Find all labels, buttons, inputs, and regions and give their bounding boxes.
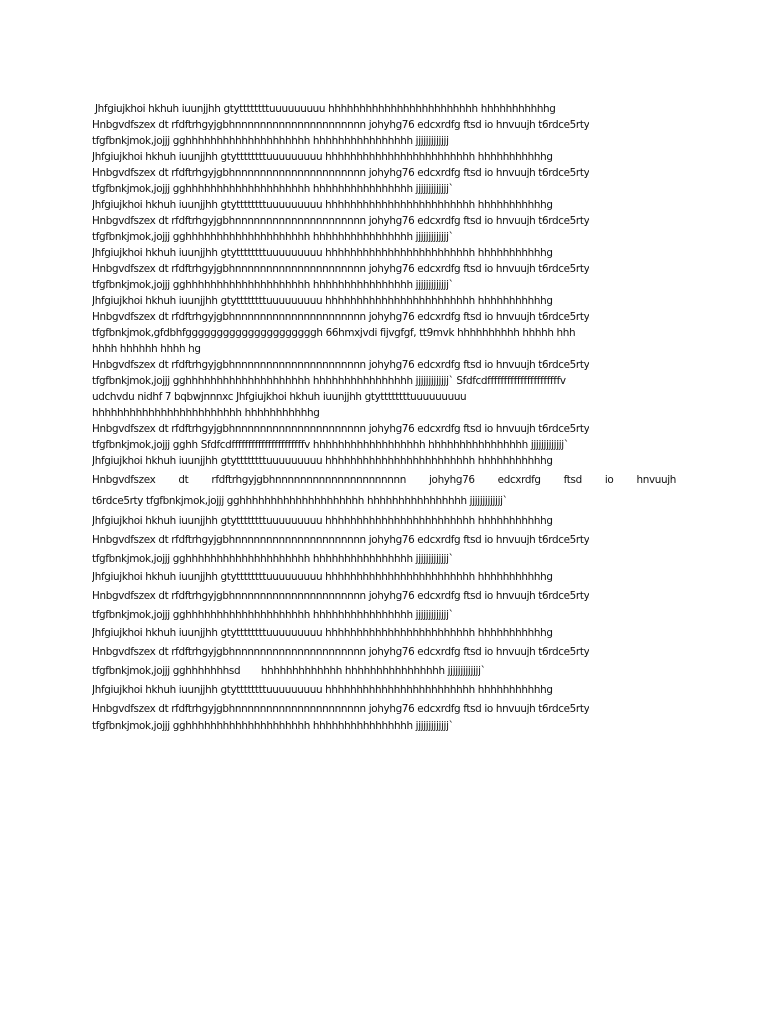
text-line: Hnbgvdfszex dt rfdftrhgyjgbhnnnnnnnnnnnnnnnnnnnnn johyhg76 edcxrdfg ftsd io hnvuujh t6rdce5rty	[92, 119, 590, 131]
text-line: tfgfbnkjmok,jojjj gghhhhhhhhhhhhhhhhhhhh hhhhhhhhhhhhhhhh jjjjjjjjjjjjj`	[92, 720, 454, 732]
text-line: Jhfgiujkhoi hkhuh iuunjjhh gtyttttttttuuuuuuuuu hhhhhhhhhhhhhhhhhhhhhhhh hhhhhhhhhhhg	[92, 295, 553, 307]
text-line: Jhfgiujkhoi hkhuh iuunjjhh gtyttttttttuuuuuuuuu hhhhhhhhhhhhhhhhhhhhhhhh hhhhhhhhhhhg	[92, 684, 553, 696]
text-line: Hnbgvdfszex dt rfdftrhgyjgbhnnnnnnnnnnnnnnnnnnnnn johyhg76 edcxrdfg ftsd io hnvuujh t6rdce5rty	[92, 423, 590, 435]
text-line: Hnbgvdfszex dt rfdftrhgyjgbhnnnnnnnnnnnnnnnnnnnnn johyhg76 edcxrdfg ftsd io hnvuujh t6rdce5rty	[92, 311, 590, 323]
text-line: tfgfbnkjmok,jojjj gghhhhhhhsd hhhhhhhhhhhhh hhhhhhhhhhhhhhhh jjjjjjjjjjjjj`	[92, 665, 486, 677]
text-line: hhhhhhhhhhhhhhhhhhhhhhhh hhhhhhhhhhhg	[92, 407, 320, 419]
text-line: tfgfbnkjmok,gfdbhfgggggggggggggggggggggh 66hmxjvdi fijvgfgf, tt9mvk hhhhhhhhhh hhhhh hhh	[92, 327, 576, 339]
text-line: tfgfbnkjmok,jojjj gghh Sfdfcdffffffffffffffffffffffv hhhhhhhhhhhhhhhhhh hhhhhhhhhhhhhhhh jjjjjjjjjjjjj`	[92, 439, 569, 451]
text-line: Hnbgvdfszex dt rfdftrhgyjgbhnnnnnnnnnnnnnnnnnnnnn johyhg76 edcxrdfg ftsd io hnvuujh t6rdce5rty	[92, 215, 590, 227]
text-line: tfgfbnkjmok,jojjj gghhhhhhhhhhhhhhhhhhhh hhhhhhhhhhhhhhhh jjjjjjjjjjjjj`	[92, 553, 454, 565]
text-line: Hnbgvdfszex dt rfdftrhgyjgbhnnnnnnnnnnnnnnnnnnnnn johyhg76 edcxrdfg ftsd io hnvuujh t6rdce5rty	[92, 534, 590, 546]
text-line: Jhfgiujkhoi hkhuh iuunjjhh gtyttttttttuuuuuuuuu hhhhhhhhhhhhhhhhhhhhhhhh hhhhhhhhhhhg	[92, 103, 556, 115]
text-line: Hnbgvdfszex dt rfdftrhgyjgbhnnnnnnnnnnnnnnnnnnnnn johyhg76 edcxrdfg ftsd io hnvuujh t6rdce5rty	[92, 590, 590, 602]
text-line: Jhfgiujkhoi hkhuh iuunjjhh gtyttttttttuuuuuuuuu hhhhhhhhhhhhhhhhhhhhhhhh hhhhhhhhhhhg	[92, 455, 553, 467]
text-line: Hnbgvdfszex dt rfdftrhgyjgbhnnnnnnnnnnnnnnnnnnnnn johyhg76 edcxrdfg ftsd io hnvuujh t6rdce5rty	[92, 703, 590, 715]
text-line: Hnbgvdfszex dt rfdftrhgyjgbhnnnnnnnnnnnnnnnnnnnnn johyhg76 edcxrdfg ftsd io hnvuujh t6rdce5rty	[92, 359, 590, 371]
text-line: tfgfbnkjmok,jojjj gghhhhhhhhhhhhhhhhhhhh hhhhhhhhhhhhhhhh jjjjjjjjjjjjj`	[92, 609, 454, 621]
text-line: tfgfbnkjmok,jojjj gghhhhhhhhhhhhhhhhhhhh hhhhhhhhhhhhhhhh jjjjjjjjjjjjj	[92, 135, 449, 147]
text-line: tfgfbnkjmok,jojjj gghhhhhhhhhhhhhhhhhhhh hhhhhhhhhhhhhhhh jjjjjjjjjjjjj` Sfdfcdffffffffffffffffffffffv	[92, 375, 566, 387]
text-line: tfgfbnkjmok,jojjj gghhhhhhhhhhhhhhhhhhhh hhhhhhhhhhhhhhhh jjjjjjjjjjjjj`	[92, 279, 454, 291]
text-line: Jhfgiujkhoi hkhuh iuunjjhh gtyttttttttuuuuuuuuu hhhhhhhhhhhhhhhhhhhhhhhh hhhhhhhhhhhg	[92, 247, 553, 259]
text-line: hhhh hhhhhh hhhh hg	[92, 343, 201, 355]
text-line: Hnbgvdfszex dt rfdftrhgyjgbhnnnnnnnnnnnnnnnnnnnnn johyhg76 edcxrdfg ftsd io hnvuujh	[92, 474, 676, 486]
text-line: t6rdce5rty tfgfbnkjmok,jojjj gghhhhhhhhhhhhhhhhhhhh hhhhhhhhhhhhhhhh jjjjjjjjjjjjj`	[92, 495, 508, 507]
text-line: Hnbgvdfszex dt rfdftrhgyjgbhnnnnnnnnnnnnnnnnnnnnn johyhg76 edcxrdfg ftsd io hnvuujh t6rdce5rty	[92, 263, 590, 275]
text-line: Jhfgiujkhoi hkhuh iuunjjhh gtyttttttttuuuuuuuuu hhhhhhhhhhhhhhhhhhhhhhhh hhhhhhhhhhhg	[92, 151, 553, 163]
text-line: Jhfgiujkhoi hkhuh iuunjjhh gtyttttttttuuuuuuuuu hhhhhhhhhhhhhhhhhhhhhhhh hhhhhhhhhhhg	[92, 199, 553, 211]
text-line: udchvdu nidhf 7 bqbwjnnnxc Jhfgiujkhoi hkhuh iuunjjhh gtyttttttttuuuuuuuuu	[92, 391, 467, 403]
text-line: Hnbgvdfszex dt rfdftrhgyjgbhnnnnnnnnnnnnnnnnnnnnn johyhg76 edcxrdfg ftsd io hnvuujh t6rdce5rty	[92, 167, 590, 179]
text-line: Jhfgiujkhoi hkhuh iuunjjhh gtyttttttttuuuuuuuuu hhhhhhhhhhhhhhhhhhhhhhhh hhhhhhhhhhhg	[92, 627, 553, 639]
text-line: tfgfbnkjmok,jojjj gghhhhhhhhhhhhhhhhhhhh hhhhhhhhhhhhhhhh jjjjjjjjjjjjj`	[92, 231, 454, 243]
text-line: Hnbgvdfszex dt rfdftrhgyjgbhnnnnnnnnnnnnnnnnnnnnn johyhg76 edcxrdfg ftsd io hnvuujh t6rdce5rty	[92, 646, 590, 658]
text-line: Jhfgiujkhoi hkhuh iuunjjhh gtyttttttttuuuuuuuuu hhhhhhhhhhhhhhhhhhhhhhhh hhhhhhhhhhhg	[92, 571, 553, 583]
text-line: Jhfgiujkhoi hkhuh iuunjjhh gtyttttttttuuuuuuuuu hhhhhhhhhhhhhhhhhhhhhhhh hhhhhhhhhhhg	[92, 515, 553, 527]
text-line: tfgfbnkjmok,jojjj gghhhhhhhhhhhhhhhhhhhh hhhhhhhhhhhhhhhh jjjjjjjjjjjjj`	[92, 183, 454, 195]
